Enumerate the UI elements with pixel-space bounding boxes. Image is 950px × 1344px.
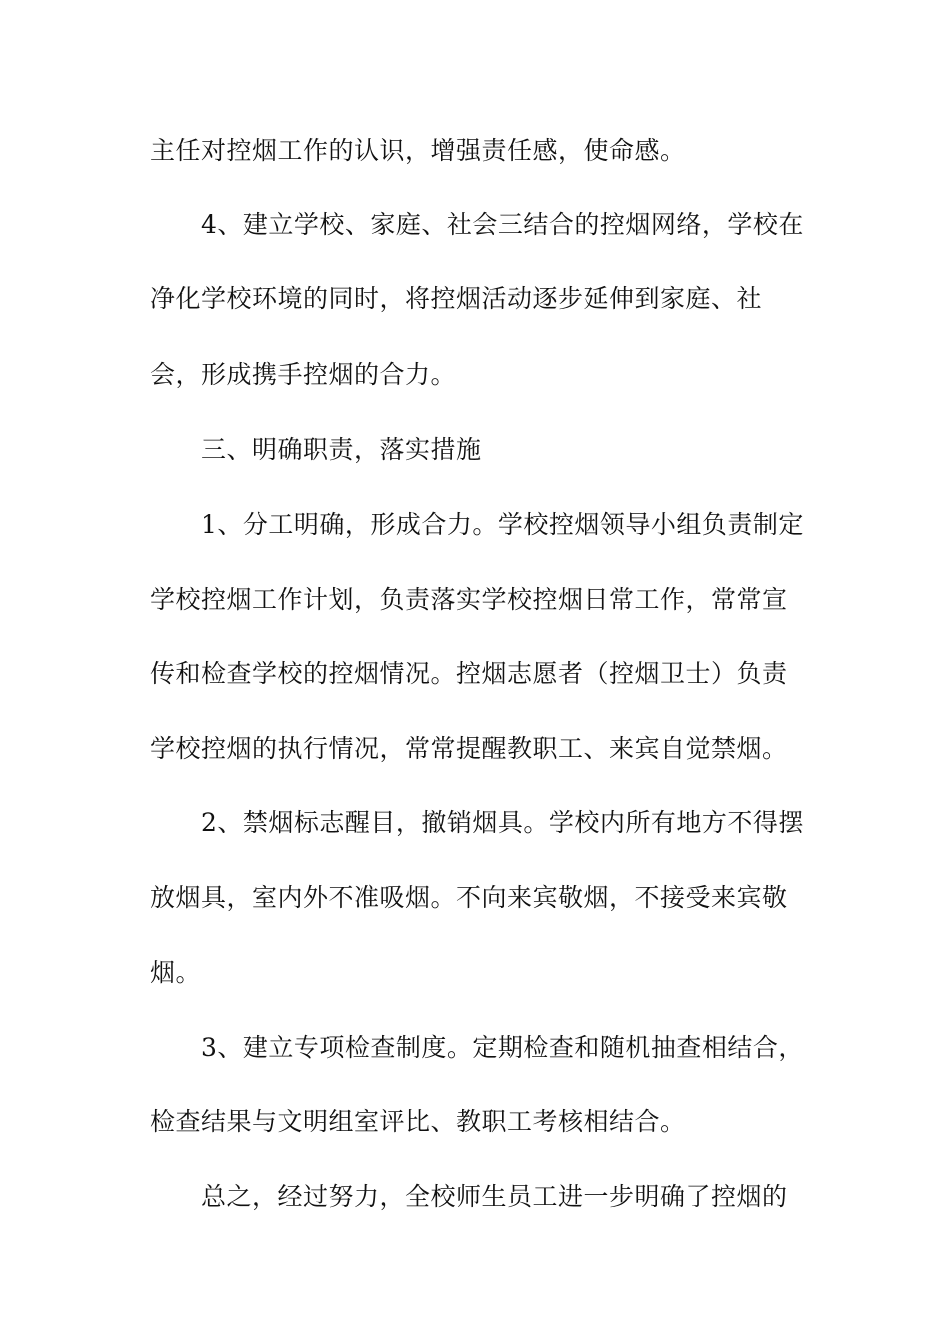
text-line-8: 传和检查学校的控烟情况。控烟志愿者（控烟卫士）负责 — [150, 659, 788, 688]
text-line-7: 学校控烟工作计划，负责落实学校控烟日常工作，常常宣 — [150, 585, 788, 614]
text-line-12: 烟。 — [150, 958, 202, 987]
text-line-10: 2、禁烟标志醒目，撤销烟具。学校内所有地方不得摆 — [201, 808, 804, 837]
text-line-1: 主任对控烟工作的认识，增强责任感，使命感。 — [150, 136, 686, 165]
text-line-3: 净化学校环境的同时，将控烟活动逐步延伸到家庭、社 — [150, 284, 763, 313]
text-line-9: 学校控烟的执行情况，常常提醒教职工、来宾自觉禁烟。 — [150, 734, 788, 763]
text-line-4: 会，形成携手控烟的合力。 — [150, 360, 457, 389]
text-line-2: 4、建立学校、家庭、社会三结合的控烟网络，学校在 — [201, 210, 804, 239]
text-line-11: 放烟具，室内外不准吸烟。不向来宾敬烟，不接受来宾敬 — [150, 883, 788, 912]
text-line-6: 1、分工明确，形成合力。学校控烟领导小组负责制定 — [201, 510, 804, 539]
section-heading: 三、明确职责，落实措施 — [201, 435, 482, 464]
text-line-13: 3、建立专项检查制度。定期检查和随机抽查相结合， — [201, 1033, 804, 1062]
text-line-15: 总之，经过努力，全校师生员工进一步明确了控烟的 — [201, 1182, 788, 1211]
text-line-14: 检查结果与文明组室评比、教职工考核相结合。 — [150, 1107, 686, 1136]
